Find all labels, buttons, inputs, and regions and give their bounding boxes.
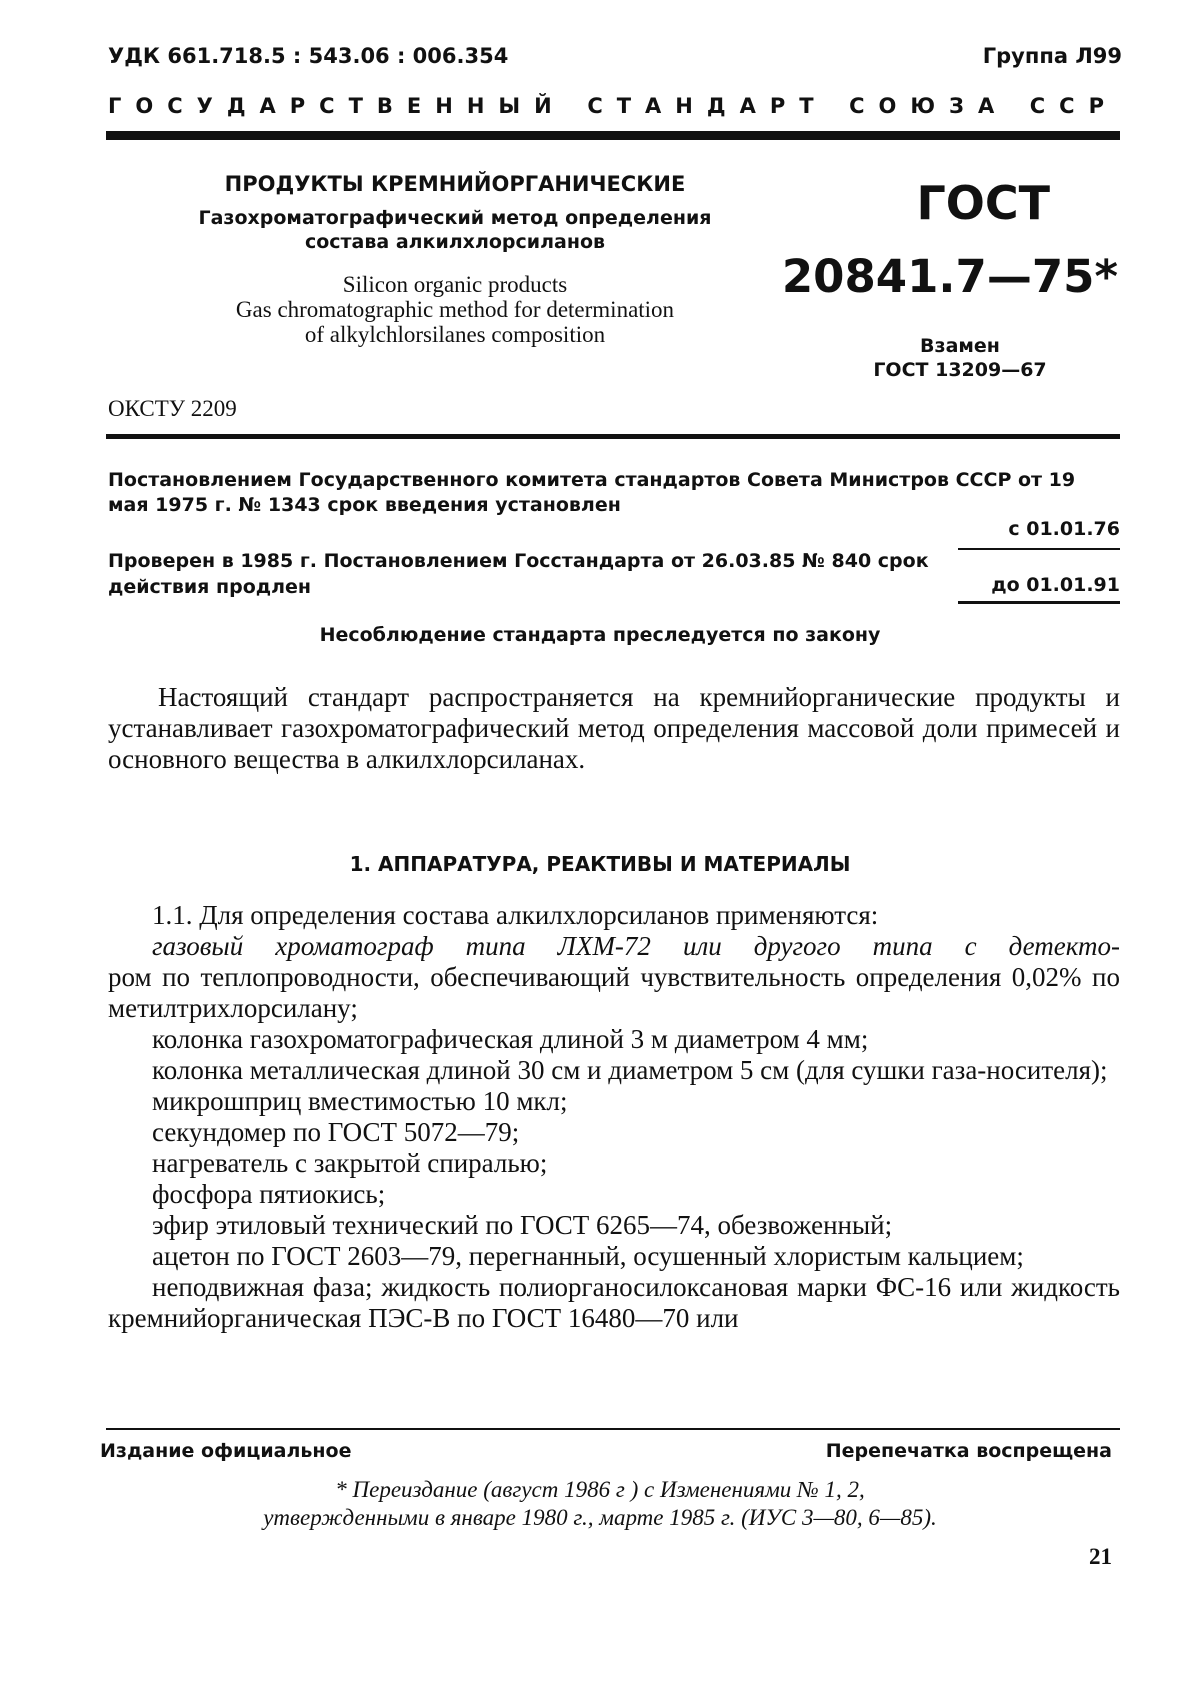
- reprint-prohibited: Перепечатка воспрещена: [825, 1440, 1112, 1462]
- title-ru-sub-2: состава алкилхлорсиланов: [304, 231, 606, 253]
- body-line: колонка газохроматографическая длиной 3 м диаметром 4 мм;: [152, 1024, 869, 1054]
- decree-text: Постановлением Государственного комитета стандартов Совета Министров СССР от 19 мая 1975 г. № 1343 срок введения установлен: [108, 469, 1076, 516]
- body-line: ацетон по ГОСТ 2603—79, перегнанный, осушенный хлористым кальцием;: [152, 1241, 1024, 1271]
- body-line: эфир этиловый технический по ГОСТ 6265—74, обезвоженный;: [152, 1210, 893, 1240]
- heading-word: СОЮЗА: [849, 94, 1009, 118]
- replaces-standard: ГОСТ 13209—67: [873, 359, 1047, 381]
- date-to: до 01.01.91: [991, 574, 1120, 596]
- official-edition: Издание официальное: [100, 1440, 352, 1462]
- footnote-line: * Переиздание (август 1986 г ) с Изменениями № 1, 2,: [335, 1477, 865, 1502]
- gost-number: 20841.7—75*: [781, 250, 1118, 303]
- intro-paragraph: Настоящий стандарт распространяется на кремнийорганические продукты и устанавливает газохроматографический метод определения массовой доли примесей и основного вещества в алкилхлорсиланах.: [108, 682, 1120, 774]
- section-body: [108, 900, 1120, 1334]
- title-ru-sub-1: Газохроматографический метод определения: [198, 207, 712, 229]
- middle-rule: [106, 434, 1120, 439]
- footnote-line: утвержденными в январе 1980 г., марте 1985 г. (ИУС 3—80, 6—85).: [263, 1505, 937, 1530]
- top-rule: [106, 131, 1120, 140]
- state-standard-heading: [108, 94, 1118, 118]
- checked-text: Проверен в 1985 г. Постановлением Госстандарта от 26.03.85 № 840 срок действия продлен: [108, 550, 929, 598]
- body-line: 1.1. Для определения состава алкилхлорсиланов применяются:: [152, 900, 879, 930]
- gost-word: ГОСТ: [916, 176, 1050, 230]
- group-code: Группа Л99: [982, 44, 1122, 68]
- replaces-block: [860, 334, 1060, 382]
- body-line: нагреватель с закрытой спиралью;: [152, 1148, 548, 1178]
- replaces-label: Взамен: [920, 335, 1000, 357]
- body-line: фосфора пятиокись;: [152, 1179, 386, 1209]
- body-line: неподвижная фаза; жидкость полиорганосилоксановая марки ФС-16 или жидкость кремнийорганическая ПЭС-В по ГОСТ 16480—70 или: [108, 1272, 1120, 1333]
- udk-code: УДК 661.718.5 : 543.06 : 006.354: [108, 44, 509, 68]
- date-from: с 01.01.76: [1008, 518, 1120, 540]
- law-warning: Несоблюдение стандарта преследуется по закону: [319, 624, 881, 646]
- title-en-3: of alkylchlorsilanes composition: [304, 322, 606, 347]
- heading-word: СТАНДАРТ: [587, 94, 828, 118]
- body-line: секундомер по ГОСТ 5072—79;: [152, 1117, 520, 1147]
- okstu-code: ОКСТУ 2209: [108, 396, 237, 421]
- title-en-2: Gas chromatographic method for determination: [235, 297, 675, 322]
- section-heading: 1. АППАРАТУРА, РЕАКТИВЫ И МАТЕРИАЛЫ: [349, 852, 851, 876]
- footer-rule: [106, 1428, 1120, 1430]
- title-ru-main: ПРОДУКТЫ КРЕМНИЙОРГАНИЧЕСКИЕ: [224, 172, 686, 196]
- title-en-1: Silicon organic products: [342, 272, 568, 297]
- body-line: микрошприц вместимостью 10 мкл;: [152, 1086, 568, 1116]
- body-line: ром по теплопроводности, обеспечивающий чувствительность определения 0,02% по метилтрихлорсилану;: [108, 962, 1120, 1023]
- date-from-underline: [958, 548, 1120, 550]
- title-block: [150, 172, 760, 347]
- body-line: газовый хроматограф типа ЛХМ-72 или другого типа с детекто-: [152, 931, 1120, 961]
- date-to-underline: [958, 601, 1120, 604]
- heading-word: ГОСУДАРСТВЕННЫЙ: [108, 94, 566, 118]
- body-line: колонка металлическая длиной 30 см и диаметром 5 см (для сушки газа-носителя);: [152, 1055, 1108, 1085]
- heading-word: ССР: [1029, 94, 1118, 118]
- page-number: 21: [1089, 1544, 1112, 1569]
- footnote: [0, 1476, 1200, 1532]
